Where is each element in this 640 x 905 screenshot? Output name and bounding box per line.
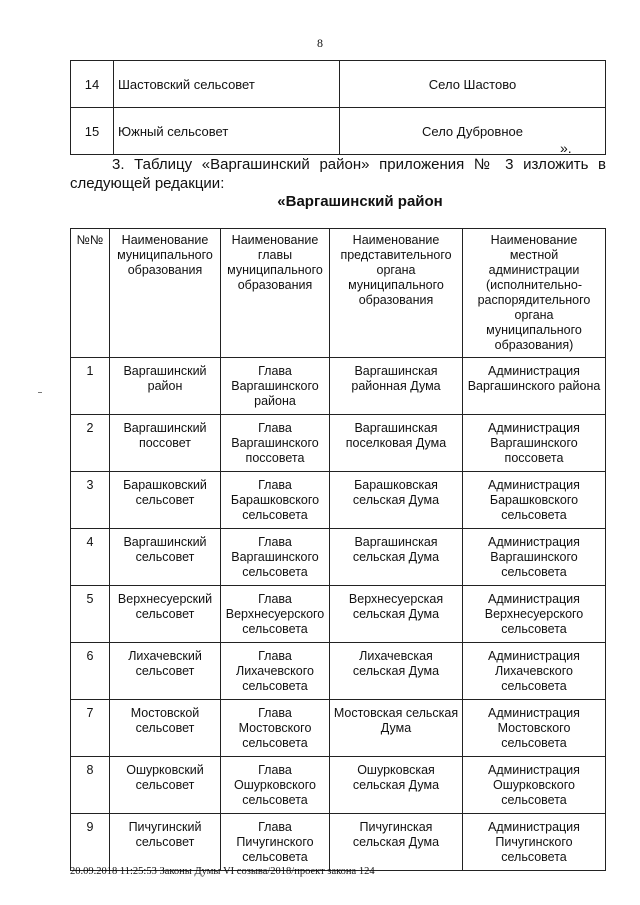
- row-number: 14: [71, 61, 114, 108]
- head-title: Глава Мостовского сельсовета: [221, 700, 330, 757]
- head-title: Глава Варгашинского поссовета: [221, 415, 330, 472]
- table-row: [71, 472, 606, 529]
- municipality-name: Барашковский сельсовет: [110, 472, 221, 529]
- administration-name: Администрация Мостовского сельсовета: [463, 700, 606, 757]
- council-name: Варгашинская сельская Дума: [330, 529, 463, 586]
- column-header: Наименование местной администрации (исполнительно-распорядительного органа муниципального образования): [463, 229, 606, 358]
- administration-name: Администрация Верхнесуерского сельсовета: [463, 586, 606, 643]
- administration-name: Администрация Барашковского сельсовета: [463, 472, 606, 529]
- municipality-name: Варгашинский район: [110, 358, 221, 415]
- council-name: Верхнесуерская сельская Дума: [330, 586, 463, 643]
- council-name: Барашковская сельская Дума: [330, 472, 463, 529]
- head-title: Глава Варгашинского сельсовета: [221, 529, 330, 586]
- council-name: Лихачевская сельская Дума: [330, 643, 463, 700]
- table-row: [71, 586, 606, 643]
- council-name: Пичугинская сельская Дума: [330, 814, 463, 871]
- margin-mark: [38, 392, 42, 393]
- row-number: 2: [71, 415, 110, 472]
- continuation-table: [70, 60, 606, 155]
- council-name: Ошурковская сельская Дума: [330, 757, 463, 814]
- municipality-name: Ошурковский сельсовет: [110, 757, 221, 814]
- table-row: [71, 61, 606, 108]
- column-header: Наименование представительного органа муниципального образования: [330, 229, 463, 358]
- row-number: 4: [71, 529, 110, 586]
- column-header: №№: [71, 229, 110, 358]
- head-title: Глава Варгашинского района: [221, 358, 330, 415]
- row-number: 5: [71, 586, 110, 643]
- council-name: Варгашинская районная Дума: [330, 358, 463, 415]
- administration-name: Администрация Варгашинского сельсовета: [463, 529, 606, 586]
- municipality-name: Пичугинский сельсовет: [110, 814, 221, 871]
- column-header: Наименование главы муниципального образования: [221, 229, 330, 358]
- head-title: Глава Лихачевского сельсовета: [221, 643, 330, 700]
- council-name: Мостовская сельская Дума: [330, 700, 463, 757]
- head-title: Глава Ошурковского сельсовета: [221, 757, 330, 814]
- row-number: 3: [71, 472, 110, 529]
- row-number: 7: [71, 700, 110, 757]
- municipality-name: Южный сельсовет: [114, 108, 340, 155]
- municipality-name: Мостовской сельсовет: [110, 700, 221, 757]
- row-number: 15: [71, 108, 114, 155]
- head-title: Глава Пичугинского сельсовета: [221, 814, 330, 871]
- table-row: [71, 757, 606, 814]
- municipality-name: Верхнесуерский сельсовет: [110, 586, 221, 643]
- administration-name: Администрация Варгашинского поссовета: [463, 415, 606, 472]
- section-title: «Варгашинский район: [277, 193, 443, 210]
- row-number: 6: [71, 643, 110, 700]
- admin-center: Село Дубровное: [340, 108, 606, 155]
- table-row: [71, 358, 606, 415]
- council-name: Варгашинская поселковая Дума: [330, 415, 463, 472]
- administration-name: Администрация Лихачевского сельсовета: [463, 643, 606, 700]
- municipality-name: Варгашинский сельсовет: [110, 529, 221, 586]
- table-row: [71, 643, 606, 700]
- header-row: [71, 229, 606, 358]
- table-row: [71, 108, 606, 155]
- footer-path: 20.09.2018 11:25:53 Законы Думы VI созыва/2018/проект закона 124: [70, 866, 375, 877]
- page-number: 8: [317, 36, 323, 50]
- row-number: 1: [71, 358, 110, 415]
- table-row: [71, 415, 606, 472]
- administration-name: Администрация Варгашинского района: [463, 358, 606, 415]
- municipalities-table: [70, 228, 606, 871]
- head-title: Глава Верхнесуерского сельсовета: [221, 586, 330, 643]
- table-row: [71, 529, 606, 586]
- amendment-paragraph: [70, 155, 606, 193]
- administration-name: Администрация Ошурковского сельсовета: [463, 757, 606, 814]
- head-title: Глава Барашковского сельсовета: [221, 472, 330, 529]
- municipality-name: Варгашинский поссовет: [110, 415, 221, 472]
- closing-quote: ».: [560, 140, 572, 156]
- admin-center: Село Шастово: [340, 61, 606, 108]
- table-row: [71, 814, 606, 871]
- row-number: 8: [71, 757, 110, 814]
- table-row: [71, 700, 606, 757]
- municipality-name: Шастовский сельсовет: [114, 61, 340, 108]
- column-header: Наименование муниципального образования: [110, 229, 221, 358]
- municipality-name: Лихачевский сельсовет: [110, 643, 221, 700]
- row-number: 9: [71, 814, 110, 871]
- paragraph-text: 3. Таблицу «Варгашинский район» приложения № 3 изложить в следующей редакции:: [70, 156, 606, 192]
- administration-name: Администрация Пичугинского сельсовета: [463, 814, 606, 871]
